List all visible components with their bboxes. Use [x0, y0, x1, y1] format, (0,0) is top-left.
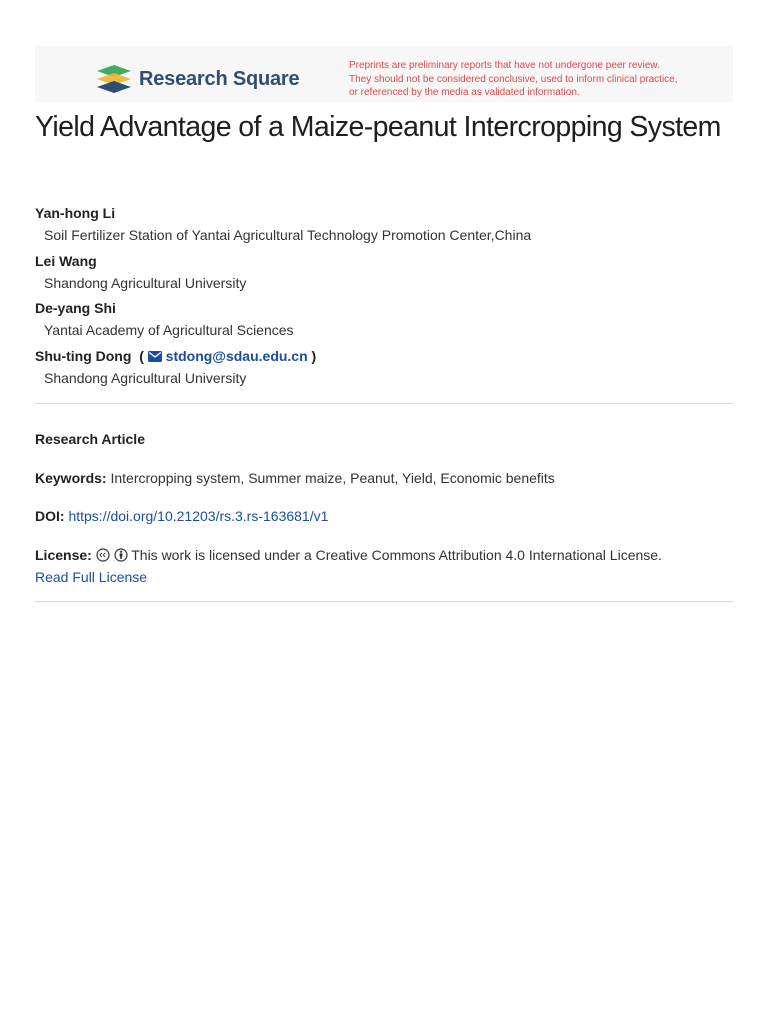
author-affiliation: Shandong Agricultural University	[44, 369, 247, 386]
envelope-icon	[148, 351, 162, 362]
license-label: License:	[35, 547, 92, 563]
doi-link[interactable]: https://doi.org/10.21203/rs.3.rs-163681/v1	[68, 508, 329, 524]
keywords-value: Intercropping system, Summer maize, Peanut, Yield, Economic benefits	[110, 470, 555, 486]
author-email: stdong@sdau.edu.cn	[165, 347, 308, 364]
disclaimer-line: Preprints are preliminary reports that have not undergone peer review.	[349, 60, 660, 71]
author-name: Yan-hong Li	[35, 205, 116, 221]
research-square-logo[interactable]	[95, 64, 299, 94]
author-affiliation: Yantai Academy of Agricultural Sciences	[44, 322, 294, 338]
keywords-label: Keywords:	[35, 470, 107, 486]
logo-text: Research Square	[139, 67, 300, 90]
article-type	[35, 428, 735, 450]
author-email-link[interactable]	[148, 348, 312, 364]
read-full-license-link[interactable]: Read Full License	[35, 569, 148, 585]
article-type-label: Research Article	[35, 431, 145, 447]
author-name: Lei Wang	[35, 252, 97, 269]
doi-label: DOI:	[35, 508, 65, 524]
corresponding-author: Shu-ting Dong ( stdong@sdau.edu.cn )	[35, 347, 317, 364]
author-name: Shu-ting Dong	[35, 347, 132, 364]
author-name: De-yang Shi	[35, 300, 116, 316]
author-list	[35, 202, 735, 392]
author-affiliation: Shandong Agricultural University	[44, 274, 247, 291]
license-row	[35, 544, 735, 588]
doi-row	[35, 505, 735, 527]
keywords-row	[35, 467, 735, 489]
preprint-banner	[35, 46, 733, 102]
section-divider	[35, 403, 733, 404]
paper-title: Yield Advantage of a Maize-peanut Intercropping System	[35, 111, 721, 143]
research-square-logo-icon	[95, 64, 133, 94]
preprint-disclaimer	[349, 59, 678, 100]
disclaimer-line: They should not be considered conclusive, used to inform clinical practice,	[349, 73, 678, 85]
creative-commons-icon	[96, 548, 110, 562]
section-divider	[35, 601, 733, 602]
disclaimer-line: or referenced by the media as validated information.	[349, 87, 580, 98]
license-text: This work is licensed under a Creative Commons Attribution 4.0 International License.	[131, 547, 662, 563]
author-affiliation: Soil Fertilizer Station of Yantai Agricultural Technology Promotion Center,China	[44, 227, 532, 243]
attribution-icon	[114, 548, 128, 562]
